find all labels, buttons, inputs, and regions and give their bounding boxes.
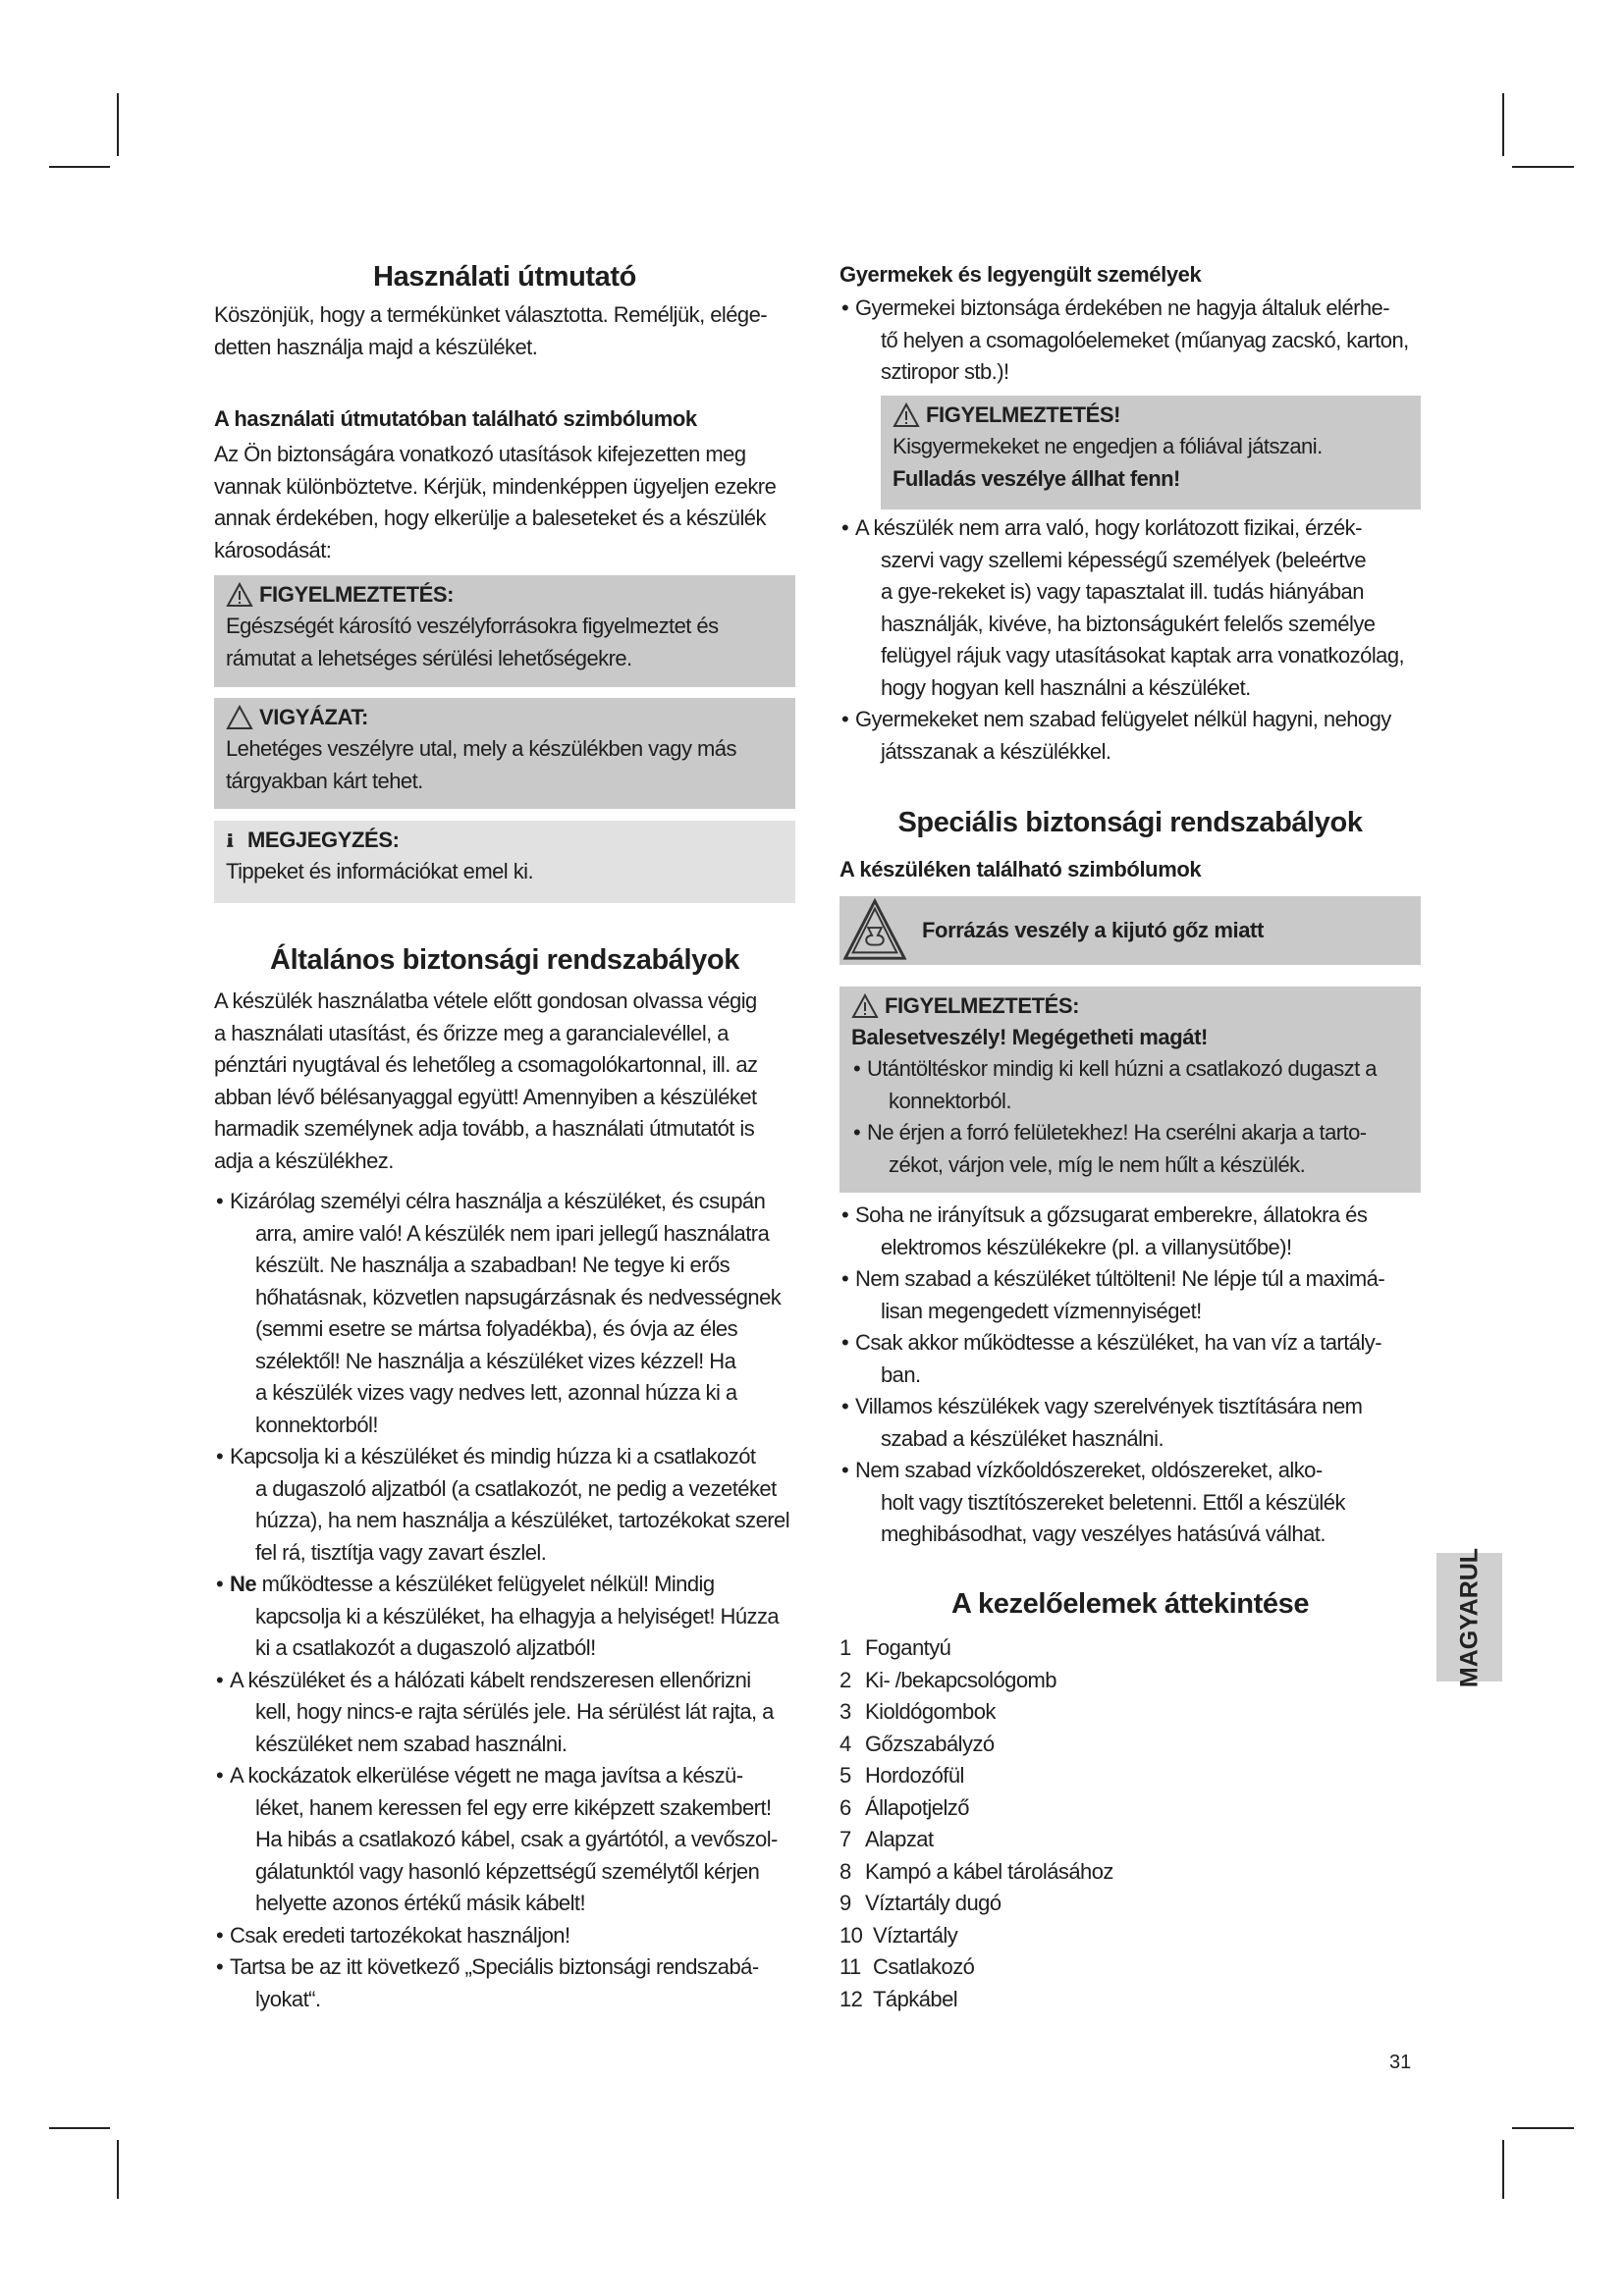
control-number: 10 xyxy=(839,1922,863,1948)
control-label: Állapotjelző xyxy=(865,1794,969,1820)
control-item xyxy=(839,1951,1421,1984)
bullet-text: Nem szabad a készüléket túltölteni! Ne lépje túl a maximá- lisan megengedett vízmennyiséget! xyxy=(855,1266,1385,1323)
crop-mark xyxy=(1502,93,1504,156)
control-label: Tápkábel xyxy=(873,1986,958,2011)
info-icon xyxy=(226,828,242,853)
control-label: Hordozófül xyxy=(865,1763,964,1788)
control-item xyxy=(839,1729,1421,1761)
control-number: 6 xyxy=(839,1794,851,1820)
crop-mark xyxy=(1512,166,1574,168)
control-number: 9 xyxy=(839,1891,851,1915)
children-warning-box xyxy=(881,396,1421,509)
control-label: Kampó a kábel tárolásához xyxy=(865,1858,1113,1884)
warning-text: Egészségét károsító veszélyforrásokra figyelmeztet és rámutat a lehetséges sérülési lehetőségekre. xyxy=(226,614,719,670)
bullet-text: A készüléket és a hálózati kábelt rendszeresen ellenőrizni kell, hogy nincs-e rajta sérülés jele. Ha sérülést lát rajta, a készüléket nem szabad használni. xyxy=(230,1667,774,1756)
control-item xyxy=(839,1632,1421,1665)
burn-warning-title: FIGYELMEZTETÉS: xyxy=(885,993,1080,1018)
bullet-text: Gyermekeket nem szabad felügyelet nélkül hagyni, nehogy játsszanak a készülékkel. xyxy=(855,707,1391,764)
crop-mark xyxy=(117,2140,119,2199)
general-text: A készülék használatba vétele előtt gondosan olvassa végig a használati utasítást, és őrizze meg a garancialevéllel, a pénztári nyugtával és lehetőleg a csomagolókartonnal, ill. az abban lévő bélésanyaggal együtt! Amennyiben a készüléket harmadik személynek adja tovább, a használati útmutatót is adja a készülékhez. xyxy=(214,988,758,1173)
note-box xyxy=(214,821,795,903)
list-item: • Gyermekei biztonsága érdekében ne hagyja általuk elérhe- tő helyen a csomagolóelemeket (műanyag zacskó, karton, sztiropor stb.)! xyxy=(839,293,1421,389)
control-item xyxy=(839,1856,1421,1889)
bullet-text: A készülék nem arra való, hogy korlátozott fizikai, érzék- szervi vagy szellemi képességű személyek (beleértve a gye-rekeket is) vagy tapasztalat ill. tudás hiányában használják, kivéve, ha biztonságukért felelős személye felügyel rájuk vagy utasításokat kaptak arra vonatkozólag, hogy hogyan kell használni a készüléket. xyxy=(855,515,1405,700)
bullet-text: Kizárólag személyi célra használja a készüléket, és csupán arra, amire való! A készülék nem ipari jellegű használatra készült. Ne használja a szabadban! Ne tegye ki erős hőhatásnak, közvetlen napsugárzásnak és nedvességnek (semmi esetre se mártsa folyadékba), és óvja az éles szélektől! Ne használja a készüléket vizes kézzel! Ha a készülék vizes vagy nedves lett, azonnal húzza ki a konnektorból! xyxy=(230,1189,782,1437)
steam-symbol-box xyxy=(839,896,1421,965)
bold-ne: Ne xyxy=(230,1572,257,1596)
control-number: 4 xyxy=(839,1731,851,1756)
bullet-text: Csak eredeti tartozékokat használjon! xyxy=(230,1922,570,1948)
hot-steam-warning-icon xyxy=(841,897,908,964)
bullet-text: A kockázatok elkerülése végett ne maga javítsa a készü- léket, hanem keressen fel egy erre kiképzett szakembert! Ha hibás a csatlakozó kábel, csak a gyártótól, a vevőszol- gálatunktól vagy hasonló képzettségű személytől kérjen helyette azonos értékű másik kábelt! xyxy=(230,1763,778,1915)
list-item: • Nem szabad a készüléket túltölteni! Ne lépje túl a maximá- lisan megengedett vízmennyiséget! xyxy=(839,1263,1421,1327)
crop-mark xyxy=(49,166,110,168)
list-item: • Tartsa be az itt következő „Speciális biztonsági rendszabá- lyokat“. xyxy=(214,1951,795,2015)
control-number: 12 xyxy=(839,1986,863,2011)
list-item: • Ne működtesse a készüléket felügyelet nélkül! Mindig kapcsolja ki a készüléket, ha elhagyja a helyiséget! Húzza ki a csatlakozót a dugaszoló aljzatból! xyxy=(214,1569,795,1665)
crop-mark xyxy=(1502,2140,1504,2199)
list-item: • Gyermekeket nem szabad felügyelet nélkül hagyni, nehogy játsszanak a készülékkel. xyxy=(839,704,1421,768)
list-item: • A készülék nem arra való, hogy korlátozott fizikai, érzék- szervi vagy szellemi képességű személyek (beleértve a gye-rekeket is) vagy tapasztalat ill. tudás hiányában használják, kivéve, ha biztonságukért felelős személye felügyel rájuk vagy utasításokat kaptak arra vonatkozólag, hogy hogyan kell használni a készüléket. xyxy=(839,512,1421,704)
control-label: Alapzat xyxy=(865,1827,934,1851)
caution-title: VIGYÁZAT: xyxy=(259,705,368,729)
bullet-text-rest: működtesse a készüléket felügyelet nélkül! Mindig kapcsolja ki a készüléket, ha elhagyja a helyiséget! Húzza ki a csatlakozót a dugaszoló aljzatból! xyxy=(255,1572,780,1660)
crop-mark xyxy=(49,2127,110,2129)
list-item: • Villamos készülékek vagy szerelvények tisztítására nem szabad a készüléket használni. xyxy=(839,1391,1421,1455)
control-item xyxy=(839,1824,1421,1856)
control-item xyxy=(839,1760,1421,1792)
bullet-text xyxy=(230,1569,795,1665)
bullet-text: Csak akkor működtesse a készüléket, ha van víz a tartály- ban. xyxy=(855,1330,1382,1387)
control-label: Víztartály xyxy=(873,1922,958,1948)
list-item: • Csak akkor működtesse a készüléket, ha van víz a tartály- ban. xyxy=(839,1327,1421,1391)
symbols-text: Az Ön biztonságára vonatkozó utasítások kifejezetten meg vannak különböztetve. Kérjük, mindenképpen ügyeljen ezekre annak érdekében, hogy elkerülje a baleseteket és a készülék károsodását: xyxy=(214,442,777,562)
list-item: • Kapcsolja ki a készüléket és mindig húzza ki a csatlakozót a dugaszoló aljzatból (a csatlakozót, ne pedig a vezetéket húzza), ha nem használja a készüléket, tartozékokat szerel fel rá, tisztítja vagy zavart észlel. xyxy=(214,1441,795,1569)
steam-symbol-text: Forrázás veszély a kijutó gőz miatt xyxy=(922,918,1264,942)
control-label: Csatlakozó xyxy=(873,1954,975,1979)
children-warning-title: FIGYELMEZTETÉS! xyxy=(926,402,1121,427)
control-number: 11 xyxy=(839,1954,861,1979)
list-item: • A kockázatok elkerülése végett ne maga javítsa a készü- léket, hanem keressen fel egy erre kiképzett szakembert! Ha hibás a csatlakozó kábel, csak a gyártótól, a vevőszol- gálatunktól vagy hasonló képzettségű személytől kérjen helyette azonos értékű másik kábelt! xyxy=(214,1760,795,1920)
general-bullets xyxy=(214,1186,795,2015)
burn-warning-bold: Balesetveszély! Megégetheti magát! xyxy=(851,1025,1208,1049)
page-title: Használati útmutató xyxy=(373,261,636,293)
list-item: • Utántöltéskor mindig ki kell húzni a csatlakozó dugaszt a konnektorból. xyxy=(851,1053,1421,1117)
control-number: 5 xyxy=(839,1763,851,1788)
control-item xyxy=(839,1665,1421,1697)
control-label: Víztartály dugó xyxy=(865,1891,1001,1915)
bullet-text: Gyermekei biztonsága érdekében ne hagyja általuk elérhe- tő helyen a csomagolóelemeket (műanyag zacskó, karton, sztiropor stb.)! xyxy=(855,295,1409,384)
bullet-text: Ne érjen a forró felületekhez! Ha cserélni akarja a tarto- zékot, várjon vele, míg le nem hűlt a készülék. xyxy=(867,1120,1367,1177)
control-label: Ki- /bekapcsológomb xyxy=(865,1667,1056,1692)
special-heading: Speciális biztonsági rendszabályok xyxy=(897,807,1363,838)
caution-text: Lehetéges veszélyre utal, mely a készülékben vagy más tárgyakban kárt tehet. xyxy=(226,736,736,793)
caution-box xyxy=(214,698,795,809)
list-item: • A készüléket és a hálózati kábelt rendszeresen ellenőrizni kell, hogy nincs-e rajta sérülés jele. Ha sérülést lát rajta, a készüléket nem szabad használni. xyxy=(214,1665,795,1761)
list-item: • Csak eredeti tartozékokat használjon! xyxy=(214,1920,795,1952)
list-item: • Nem szabad vízkőoldószereket, oldószereket, alko- holt vagy tisztítószereket beletenni. Ettől a készülék meghibásodhat, vagy veszélyes hatásúvá válhat. xyxy=(839,1455,1421,1551)
language-tab-label: MAGYARUL xyxy=(1455,1547,1483,1687)
warning-triangle-icon xyxy=(226,582,253,608)
control-item xyxy=(839,1984,1421,2016)
bullet-text: Tartsa be az itt következő „Speciális biztonsági rendszabá- lyokat“. xyxy=(230,1954,759,2011)
control-item xyxy=(839,1792,1421,1825)
warning-box xyxy=(214,575,795,687)
children-heading: Gyermekek és legyengült személyek xyxy=(839,262,1202,287)
control-number: 3 xyxy=(839,1699,851,1724)
burn-warning-box xyxy=(839,987,1421,1193)
controls-heading: A kezelőelemek áttekintése xyxy=(950,1588,1310,1620)
bullet-text: Kapcsolja ki a készüléket és mindig húzza ki a csatlakozót a dugaszoló aljzatból (a csatlakozót, ne pedig a vezetéket húzza), ha nem használja a készüléket, tartozékokat szerel fel rá, tisztítja vagy zavart észlel. xyxy=(230,1444,790,1565)
bullet-text: Utántöltéskor mindig ki kell húzni a csatlakozó dugaszt a konnektorból. xyxy=(867,1056,1377,1113)
crop-mark xyxy=(117,93,119,156)
control-label: Gőzszabályzó xyxy=(865,1731,995,1756)
bullet-text: Nem szabad vízkőoldószereket, oldószereket, alko- holt vagy tisztítószereket beletenni. Ettől a készülék meghibásodhat, vagy veszélyes hatásúvá válhat. xyxy=(855,1458,1345,1546)
special-bullets xyxy=(839,1200,1421,1551)
control-label: Fogantyú xyxy=(865,1635,951,1660)
control-number: 2 xyxy=(839,1667,851,1692)
list-item: • Kizárólag személyi célra használja a készüléket, és csupán arra, amire való! A készülék nem ipari jellegű használatra készült. Ne használja a szabadban! Ne tegye ki erős hőhatásnak, közvetlen napsugárzásnak és nedvességnek (semmi esetre se mártsa folyadékba), és óvja az éles szélektől! Ne használja a készüléket vizes kézzel! Ha a készülék vizes vagy nedves lett, azonnal húzza ki a konnektorból! xyxy=(214,1186,795,1441)
control-item xyxy=(839,1696,1421,1729)
control-number: 1 xyxy=(839,1635,851,1660)
bullet-text: Villamos készülékek vagy szerelvények tisztítására nem szabad a készüléket használni. xyxy=(855,1394,1363,1451)
controls-list xyxy=(839,1632,1421,2015)
note-title: MEGJEGYZÉS: xyxy=(247,828,400,852)
children-warning-bold: Fulladás veszélye állhat fenn! xyxy=(893,465,1180,491)
note-text: Tippeket és információkat emel ki. xyxy=(226,859,534,883)
warning-title: FIGYELMEZTETÉS: xyxy=(259,582,455,607)
language-tab xyxy=(1436,1547,1502,1687)
page-number: 31 xyxy=(1389,2052,1412,2073)
general-heading: Általános biztonsági rendszabályok xyxy=(270,944,739,976)
bullet-text: Soha ne irányítsuk a gőzsugarat emberekre, állatokra és elektromos készülékekre (pl. a villanysütőbe)! xyxy=(855,1202,1368,1259)
control-number: 7 xyxy=(839,1827,851,1851)
caution-triangle-icon xyxy=(226,705,253,730)
children-warning-text: Kisgyermekeket ne engedjen a fóliával játszani. xyxy=(893,434,1323,458)
crop-mark xyxy=(1512,2127,1574,2129)
control-item xyxy=(839,1888,1421,1920)
control-item xyxy=(839,1920,1421,1952)
list-item: • Ne érjen a forró felületekhez! Ha cserélni akarja a tarto- zékot, várjon vele, míg le nem hűlt a készülék. xyxy=(851,1117,1421,1181)
warning-triangle-icon xyxy=(893,402,920,428)
intro-text: Köszönjük, hogy a termékünket választotta. Reméljük, elége- detten használja majd a készüléket. xyxy=(214,302,768,359)
symbols-heading: A használati útmutatóban található szimbólumok xyxy=(214,406,697,431)
children-bullet-list xyxy=(839,293,1421,389)
children-bullets xyxy=(839,512,1421,768)
device-symbols-heading: A készüléken található szimbólumok xyxy=(839,857,1202,881)
control-label: Kioldógombok xyxy=(865,1699,996,1724)
list-item: • Soha ne irányítsuk a gőzsugarat emberekre, állatokra és elektromos készülékekre (pl. a villanysütőbe)! xyxy=(839,1200,1421,1263)
control-number: 8 xyxy=(839,1858,851,1884)
warning-triangle-icon xyxy=(851,993,879,1019)
